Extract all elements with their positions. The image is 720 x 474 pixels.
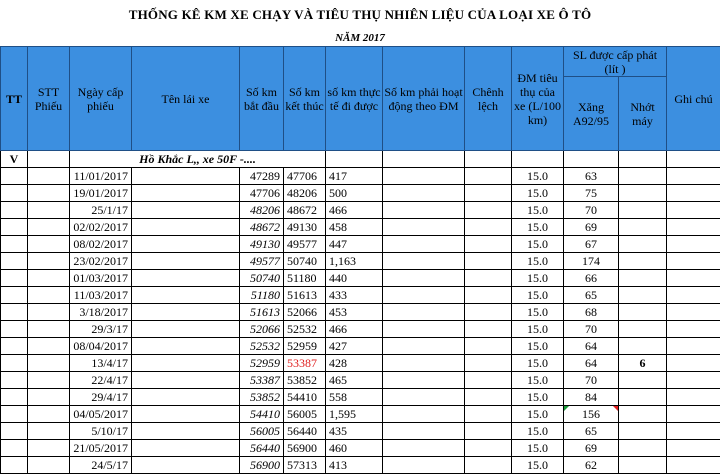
cell-note[interactable] — [667, 236, 720, 253]
cell-km-start[interactable]: 52959 — [240, 355, 284, 372]
group-cell[interactable] — [667, 151, 720, 168]
cell-driver[interactable] — [132, 338, 240, 355]
cell-km-actual[interactable]: 417 — [326, 168, 383, 185]
table-row[interactable] — [1, 236, 720, 253]
cell-oil[interactable] — [619, 338, 667, 355]
cell-petrol[interactable]: 65 — [564, 423, 619, 440]
cell-km-start[interactable]: 53852 — [240, 389, 284, 406]
table-row[interactable] — [1, 423, 720, 440]
cell-norm[interactable]: 15.0 — [512, 406, 564, 423]
cell-date[interactable]: 19/01/2017 — [70, 185, 132, 202]
table-row[interactable] — [1, 185, 720, 202]
header-diff[interactable]: Chênh lệch — [465, 47, 512, 151]
cell-driver[interactable] — [132, 185, 240, 202]
cell-km-end[interactable]: 51613 — [284, 287, 326, 304]
cell-km-end[interactable]: 52959 — [284, 338, 326, 355]
cell-diff[interactable] — [465, 440, 512, 457]
cell-date[interactable]: 23/02/2017 — [70, 253, 132, 270]
cell-oil[interactable] — [619, 253, 667, 270]
cell-driver[interactable] — [132, 236, 240, 253]
cell-tt[interactable] — [1, 304, 28, 321]
cell-km-end[interactable]: 56900 — [284, 440, 326, 457]
cell-petrol[interactable]: 84 — [564, 389, 619, 406]
cell-date[interactable]: 25/1/17 — [70, 202, 132, 219]
table-row[interactable] — [1, 321, 720, 338]
cell-driver[interactable] — [132, 304, 240, 321]
cell-km-norm[interactable] — [383, 457, 465, 474]
header-norm[interactable]: ĐM tiêu thụ của xe (L/100 km) — [512, 47, 564, 151]
cell-petrol[interactable]: 66 — [564, 270, 619, 287]
table-row[interactable] — [1, 355, 720, 372]
cell-diff[interactable] — [465, 355, 512, 372]
cell-petrol[interactable]: 69 — [564, 440, 619, 457]
cell-driver[interactable] — [132, 270, 240, 287]
header-date[interactable]: Ngày cấp phiếu — [70, 47, 132, 151]
cell-km-norm[interactable] — [383, 185, 465, 202]
cell-date[interactable]: 08/04/2017 — [70, 338, 132, 355]
table-row[interactable] — [1, 202, 720, 219]
cell-note[interactable] — [667, 440, 720, 457]
cell-date[interactable]: 21/05/2017 — [70, 440, 132, 457]
cell-petrol[interactable]: 156 — [564, 406, 619, 423]
header-note[interactable]: Ghi chú — [667, 47, 720, 151]
cell-km-norm[interactable] — [383, 287, 465, 304]
cell-km-norm[interactable] — [383, 338, 465, 355]
cell-km-end[interactable]: 48672 — [284, 202, 326, 219]
cell-petrol[interactable]: 62 — [564, 457, 619, 474]
cell-norm[interactable]: 15.0 — [512, 185, 564, 202]
cell-km-norm[interactable] — [383, 321, 465, 338]
cell-driver[interactable] — [132, 168, 240, 185]
group-cell[interactable] — [512, 151, 564, 168]
cell-stt[interactable] — [28, 355, 70, 372]
header-driver[interactable]: Tên lái xe — [132, 47, 240, 151]
cell-km-start[interactable]: 48206 — [240, 202, 284, 219]
cell-tt[interactable] — [1, 253, 28, 270]
cell-diff[interactable] — [465, 304, 512, 321]
cell-km-norm[interactable] — [383, 406, 465, 423]
cell-km-start[interactable]: 52066 — [240, 321, 284, 338]
table-row[interactable] — [1, 440, 720, 457]
cell-oil[interactable] — [619, 202, 667, 219]
cell-date[interactable]: 04/05/2017 — [70, 406, 132, 423]
table-row[interactable] — [1, 168, 720, 185]
cell-stt[interactable] — [28, 440, 70, 457]
cell-date[interactable]: 29/4/17 — [70, 389, 132, 406]
cell-km-actual[interactable]: 428 — [326, 355, 383, 372]
cell-km-norm[interactable] — [383, 389, 465, 406]
cell-oil[interactable] — [619, 219, 667, 236]
cell-stt[interactable] — [28, 372, 70, 389]
cell-km-norm[interactable] — [383, 168, 465, 185]
cell-km-start[interactable]: 54410 — [240, 406, 284, 423]
cell-km-actual[interactable]: 458 — [326, 219, 383, 236]
cell-note[interactable] — [667, 202, 720, 219]
cell-km-end[interactable]: 52532 — [284, 321, 326, 338]
cell-stt[interactable] — [28, 253, 70, 270]
cell-oil[interactable] — [619, 236, 667, 253]
cell-date[interactable]: 22/4/17 — [70, 372, 132, 389]
cell-stt[interactable] — [28, 168, 70, 185]
cell-norm[interactable]: 15.0 — [512, 304, 564, 321]
cell-diff[interactable] — [465, 202, 512, 219]
cell-petrol[interactable]: 64 — [564, 355, 619, 372]
cell-petrol[interactable]: 70 — [564, 202, 619, 219]
cell-petrol[interactable]: 64 — [564, 338, 619, 355]
cell-diff[interactable] — [465, 423, 512, 440]
cell-km-actual[interactable]: 460 — [326, 440, 383, 457]
cell-km-start[interactable]: 56440 — [240, 440, 284, 457]
cell-petrol[interactable]: 70 — [564, 321, 619, 338]
sheet-title: THỐNG KÊ KM XE CHẠY VÀ TIÊU THỤ NHIÊN LIỆU CỦA LOẠI XE Ô TÔ — [0, 2, 720, 28]
cell-stt[interactable] — [28, 202, 70, 219]
cell-km-start[interactable]: 50740 — [240, 270, 284, 287]
cell-tt[interactable] — [1, 185, 28, 202]
cell-norm[interactable]: 15.0 — [512, 338, 564, 355]
cell-tt[interactable] — [1, 372, 28, 389]
cell-tt[interactable] — [1, 168, 28, 185]
cell-diff[interactable] — [465, 185, 512, 202]
cell-norm[interactable]: 15.0 — [512, 202, 564, 219]
cell-km-start[interactable]: 48672 — [240, 219, 284, 236]
cell-km-start[interactable]: 52532 — [240, 338, 284, 355]
cell-petrol[interactable]: 70 — [564, 372, 619, 389]
cell-driver[interactable] — [132, 440, 240, 457]
cell-km-end[interactable]: 52066 — [284, 304, 326, 321]
cell-date[interactable]: 11/01/2017 — [70, 168, 132, 185]
cell-km-norm[interactable] — [383, 423, 465, 440]
cell-oil[interactable] — [619, 304, 667, 321]
header-stt[interactable]: STT Phiếu — [28, 47, 70, 151]
cell-oil[interactable] — [619, 372, 667, 389]
cell-stt[interactable] — [28, 185, 70, 202]
cell-km-start[interactable]: 56005 — [240, 423, 284, 440]
cell-oil[interactable]: 6 — [619, 355, 667, 372]
cell-km-end[interactable]: 56005 — [284, 406, 326, 423]
cell-km-norm[interactable] — [383, 270, 465, 287]
table-row[interactable] — [1, 253, 720, 270]
cell-driver[interactable] — [132, 389, 240, 406]
cell-driver[interactable] — [132, 219, 240, 236]
cell-date[interactable]: 13/4/17 — [70, 355, 132, 372]
table-row[interactable] — [1, 457, 720, 474]
cell-date[interactable]: 08/02/2017 — [70, 236, 132, 253]
cell-norm[interactable]: 15.0 — [512, 355, 564, 372]
group-cell[interactable] — [564, 151, 619, 168]
cell-km-end[interactable]: 47706 — [284, 168, 326, 185]
cell-km-actual[interactable]: 433 — [326, 287, 383, 304]
cell-petrol[interactable]: 67 — [564, 236, 619, 253]
cell-norm[interactable]: 15.0 — [512, 457, 564, 474]
cell-km-start[interactable]: 47706 — [240, 185, 284, 202]
cell-stt[interactable] — [28, 406, 70, 423]
table-row[interactable] — [1, 304, 720, 321]
cell-norm[interactable]: 15.0 — [512, 440, 564, 457]
cell-stt[interactable] — [28, 236, 70, 253]
cell-tt[interactable] — [1, 406, 28, 423]
table-row[interactable] — [1, 372, 720, 389]
cell-date[interactable]: 29/3/17 — [70, 321, 132, 338]
cell-tt[interactable] — [1, 440, 28, 457]
table-row[interactable] — [1, 338, 720, 355]
header-oil[interactable]: Nhớt máy — [619, 77, 667, 151]
cell-km-end[interactable]: 53852 — [284, 372, 326, 389]
cell-km-end[interactable]: 50740 — [284, 253, 326, 270]
cell-km-end[interactable]: 49577 — [284, 236, 326, 253]
table-row[interactable] — [1, 270, 720, 287]
cell-driver[interactable] — [132, 372, 240, 389]
fuel-table — [0, 46, 720, 474]
cell-km-start[interactable]: 49130 — [240, 236, 284, 253]
cell-km-norm[interactable] — [383, 202, 465, 219]
cell-note[interactable] — [667, 219, 720, 236]
group-tt[interactable]: V — [1, 151, 28, 168]
cell-driver[interactable] — [132, 406, 240, 423]
cell-petrol[interactable]: 65 — [564, 287, 619, 304]
cell-km-norm[interactable] — [383, 236, 465, 253]
header-km-start[interactable]: Số km bắt đầu — [240, 47, 284, 151]
cell-diff[interactable] — [465, 372, 512, 389]
cell-km-norm[interactable] — [383, 304, 465, 321]
table-row[interactable] — [1, 287, 720, 304]
cell-oil[interactable] — [619, 389, 667, 406]
cell-note[interactable] — [667, 372, 720, 389]
cell-petrol[interactable]: 68 — [564, 304, 619, 321]
cell-petrol[interactable]: 75 — [564, 185, 619, 202]
group-driver-name[interactable]: Hồ Khắc L,, xe 50F -.... — [70, 151, 326, 168]
cell-note[interactable] — [667, 253, 720, 270]
cell-km-actual[interactable]: 447 — [326, 236, 383, 253]
cell-driver[interactable] — [132, 202, 240, 219]
cell-norm[interactable]: 15.0 — [512, 270, 564, 287]
cell-km-start[interactable]: 56900 — [240, 457, 284, 474]
cell-oil[interactable] — [619, 168, 667, 185]
cell-oil[interactable] — [619, 423, 667, 440]
cell-oil[interactable] — [619, 185, 667, 202]
cell-stt[interactable] — [28, 270, 70, 287]
cell-stt[interactable] — [28, 287, 70, 304]
group-row[interactable] — [1, 151, 720, 168]
group-cell[interactable] — [326, 151, 383, 168]
cell-km-norm[interactable] — [383, 372, 465, 389]
cell-km-start[interactable]: 53387 — [240, 372, 284, 389]
header-petrol[interactable]: Xăng A92/95 — [564, 77, 619, 151]
cell-km-end[interactable]: 53387 — [284, 355, 326, 372]
cell-km-norm[interactable] — [383, 253, 465, 270]
cell-tt[interactable] — [1, 457, 28, 474]
cell-stt[interactable] — [28, 423, 70, 440]
cell-norm[interactable]: 15.0 — [512, 389, 564, 406]
cell-km-actual[interactable]: 500 — [326, 185, 383, 202]
cell-diff[interactable] — [465, 236, 512, 253]
cell-km-actual[interactable]: 466 — [326, 202, 383, 219]
cell-oil[interactable] — [619, 440, 667, 457]
cell-km-actual[interactable]: 465 — [326, 372, 383, 389]
header-issued[interactable]: SL được cấp phát (lít ) — [564, 47, 667, 77]
cell-km-norm[interactable] — [383, 440, 465, 457]
cell-date[interactable]: 11/03/2017 — [70, 287, 132, 304]
cell-km-start[interactable]: 51613 — [240, 304, 284, 321]
cell-km-actual[interactable]: 1,163 — [326, 253, 383, 270]
cell-diff[interactable] — [465, 287, 512, 304]
cell-note[interactable] — [667, 423, 720, 440]
cell-note[interactable] — [667, 355, 720, 372]
cell-tt[interactable] — [1, 287, 28, 304]
cell-km-actual[interactable]: 413 — [326, 457, 383, 474]
cell-tt[interactable] — [1, 355, 28, 372]
cell-km-end[interactable]: 48206 — [284, 185, 326, 202]
table-row[interactable] — [1, 389, 720, 406]
group-cell[interactable] — [383, 151, 465, 168]
cell-date[interactable]: 3/18/2017 — [70, 304, 132, 321]
cell-date[interactable]: 24/5/17 — [70, 457, 132, 474]
cell-norm[interactable]: 15.0 — [512, 321, 564, 338]
cell-stt[interactable] — [28, 304, 70, 321]
cell-petrol[interactable]: 69 — [564, 219, 619, 236]
cell-note[interactable] — [667, 168, 720, 185]
group-stt[interactable] — [28, 151, 70, 168]
cell-diff[interactable] — [465, 406, 512, 423]
cell-driver[interactable] — [132, 423, 240, 440]
cell-note[interactable] — [667, 287, 720, 304]
cell-diff[interactable] — [465, 219, 512, 236]
cell-tt[interactable] — [1, 423, 28, 440]
cell-note[interactable] — [667, 406, 720, 423]
cell-driver[interactable] — [132, 287, 240, 304]
cell-oil[interactable] — [619, 406, 667, 423]
cell-date[interactable]: 5/10/17 — [70, 423, 132, 440]
sheet-subtitle: NĂM 2017 — [0, 30, 720, 46]
header-km-actual[interactable]: số km thực tế đi được — [326, 47, 383, 151]
cell-km-actual[interactable]: 558 — [326, 389, 383, 406]
cell-petrol[interactable]: 63 — [564, 168, 619, 185]
cell-diff[interactable] — [465, 389, 512, 406]
cell-km-actual[interactable]: 1,595 — [326, 406, 383, 423]
cell-diff[interactable] — [465, 338, 512, 355]
cell-tt[interactable] — [1, 236, 28, 253]
group-cell[interactable] — [465, 151, 512, 168]
cell-km-actual[interactable]: 453 — [326, 304, 383, 321]
cell-km-end[interactable]: 51180 — [284, 270, 326, 287]
cell-date[interactable]: 02/02/2017 — [70, 219, 132, 236]
cell-driver[interactable] — [132, 253, 240, 270]
header-km-end[interactable]: Số km kết thúc — [284, 47, 326, 151]
cell-note[interactable] — [667, 321, 720, 338]
cell-km-start[interactable]: 49577 — [240, 253, 284, 270]
cell-km-start[interactable]: 51180 — [240, 287, 284, 304]
group-cell[interactable] — [619, 151, 667, 168]
cell-tt[interactable] — [1, 202, 28, 219]
cell-stt[interactable] — [28, 457, 70, 474]
cell-km-end[interactable]: 57313 — [284, 457, 326, 474]
cell-stt[interactable] — [28, 338, 70, 355]
cell-tt[interactable] — [1, 338, 28, 355]
cell-oil[interactable] — [619, 457, 667, 474]
cell-note[interactable] — [667, 338, 720, 355]
cell-km-norm[interactable] — [383, 219, 465, 236]
cell-norm[interactable]: 15.0 — [512, 253, 564, 270]
cell-driver[interactable] — [132, 355, 240, 372]
cell-norm[interactable]: 15.0 — [512, 287, 564, 304]
cell-date[interactable]: 01/03/2017 — [70, 270, 132, 287]
cell-diff[interactable] — [465, 457, 512, 474]
cell-oil[interactable] — [619, 321, 667, 338]
cell-km-end[interactable]: 49130 — [284, 219, 326, 236]
cell-diff[interactable] — [465, 270, 512, 287]
table-row[interactable] — [1, 406, 720, 423]
cell-km-actual[interactable]: 435 — [326, 423, 383, 440]
cell-norm[interactable]: 15.0 — [512, 372, 564, 389]
cell-km-end[interactable]: 56440 — [284, 423, 326, 440]
cell-km-start[interactable]: 47289 — [240, 168, 284, 185]
cell-tt[interactable] — [1, 219, 28, 236]
cell-km-actual[interactable]: 466 — [326, 321, 383, 338]
header-km-norm[interactable]: Số km phải hoạt động theo ĐM — [383, 47, 465, 151]
cell-driver[interactable] — [132, 457, 240, 474]
cell-tt[interactable] — [1, 389, 28, 406]
cell-petrol[interactable]: 174 — [564, 253, 619, 270]
header-tt[interactable]: TT — [1, 47, 28, 151]
cell-driver[interactable] — [132, 321, 240, 338]
cell-km-actual[interactable]: 440 — [326, 270, 383, 287]
cell-norm[interactable]: 15.0 — [512, 168, 564, 185]
cell-norm[interactable]: 15.0 — [512, 219, 564, 236]
cell-note[interactable] — [667, 389, 720, 406]
cell-stt[interactable] — [28, 389, 70, 406]
cell-diff[interactable] — [465, 253, 512, 270]
cell-tt[interactable] — [1, 270, 28, 287]
cell-norm[interactable]: 15.0 — [512, 236, 564, 253]
cell-diff[interactable] — [465, 168, 512, 185]
cell-stt[interactable] — [28, 219, 70, 236]
table-row[interactable] — [1, 219, 720, 236]
cell-note[interactable] — [667, 270, 720, 287]
cell-note[interactable] — [667, 457, 720, 474]
cell-oil[interactable] — [619, 270, 667, 287]
cell-tt[interactable] — [1, 321, 28, 338]
cell-km-norm[interactable] — [383, 355, 465, 372]
cell-norm[interactable]: 15.0 — [512, 423, 564, 440]
cell-stt[interactable] — [28, 321, 70, 338]
cell-oil[interactable] — [619, 287, 667, 304]
cell-km-actual[interactable]: 427 — [326, 338, 383, 355]
cell-diff[interactable] — [465, 321, 512, 338]
cell-note[interactable] — [667, 185, 720, 202]
cell-km-end[interactable]: 54410 — [284, 389, 326, 406]
cell-note[interactable] — [667, 304, 720, 321]
